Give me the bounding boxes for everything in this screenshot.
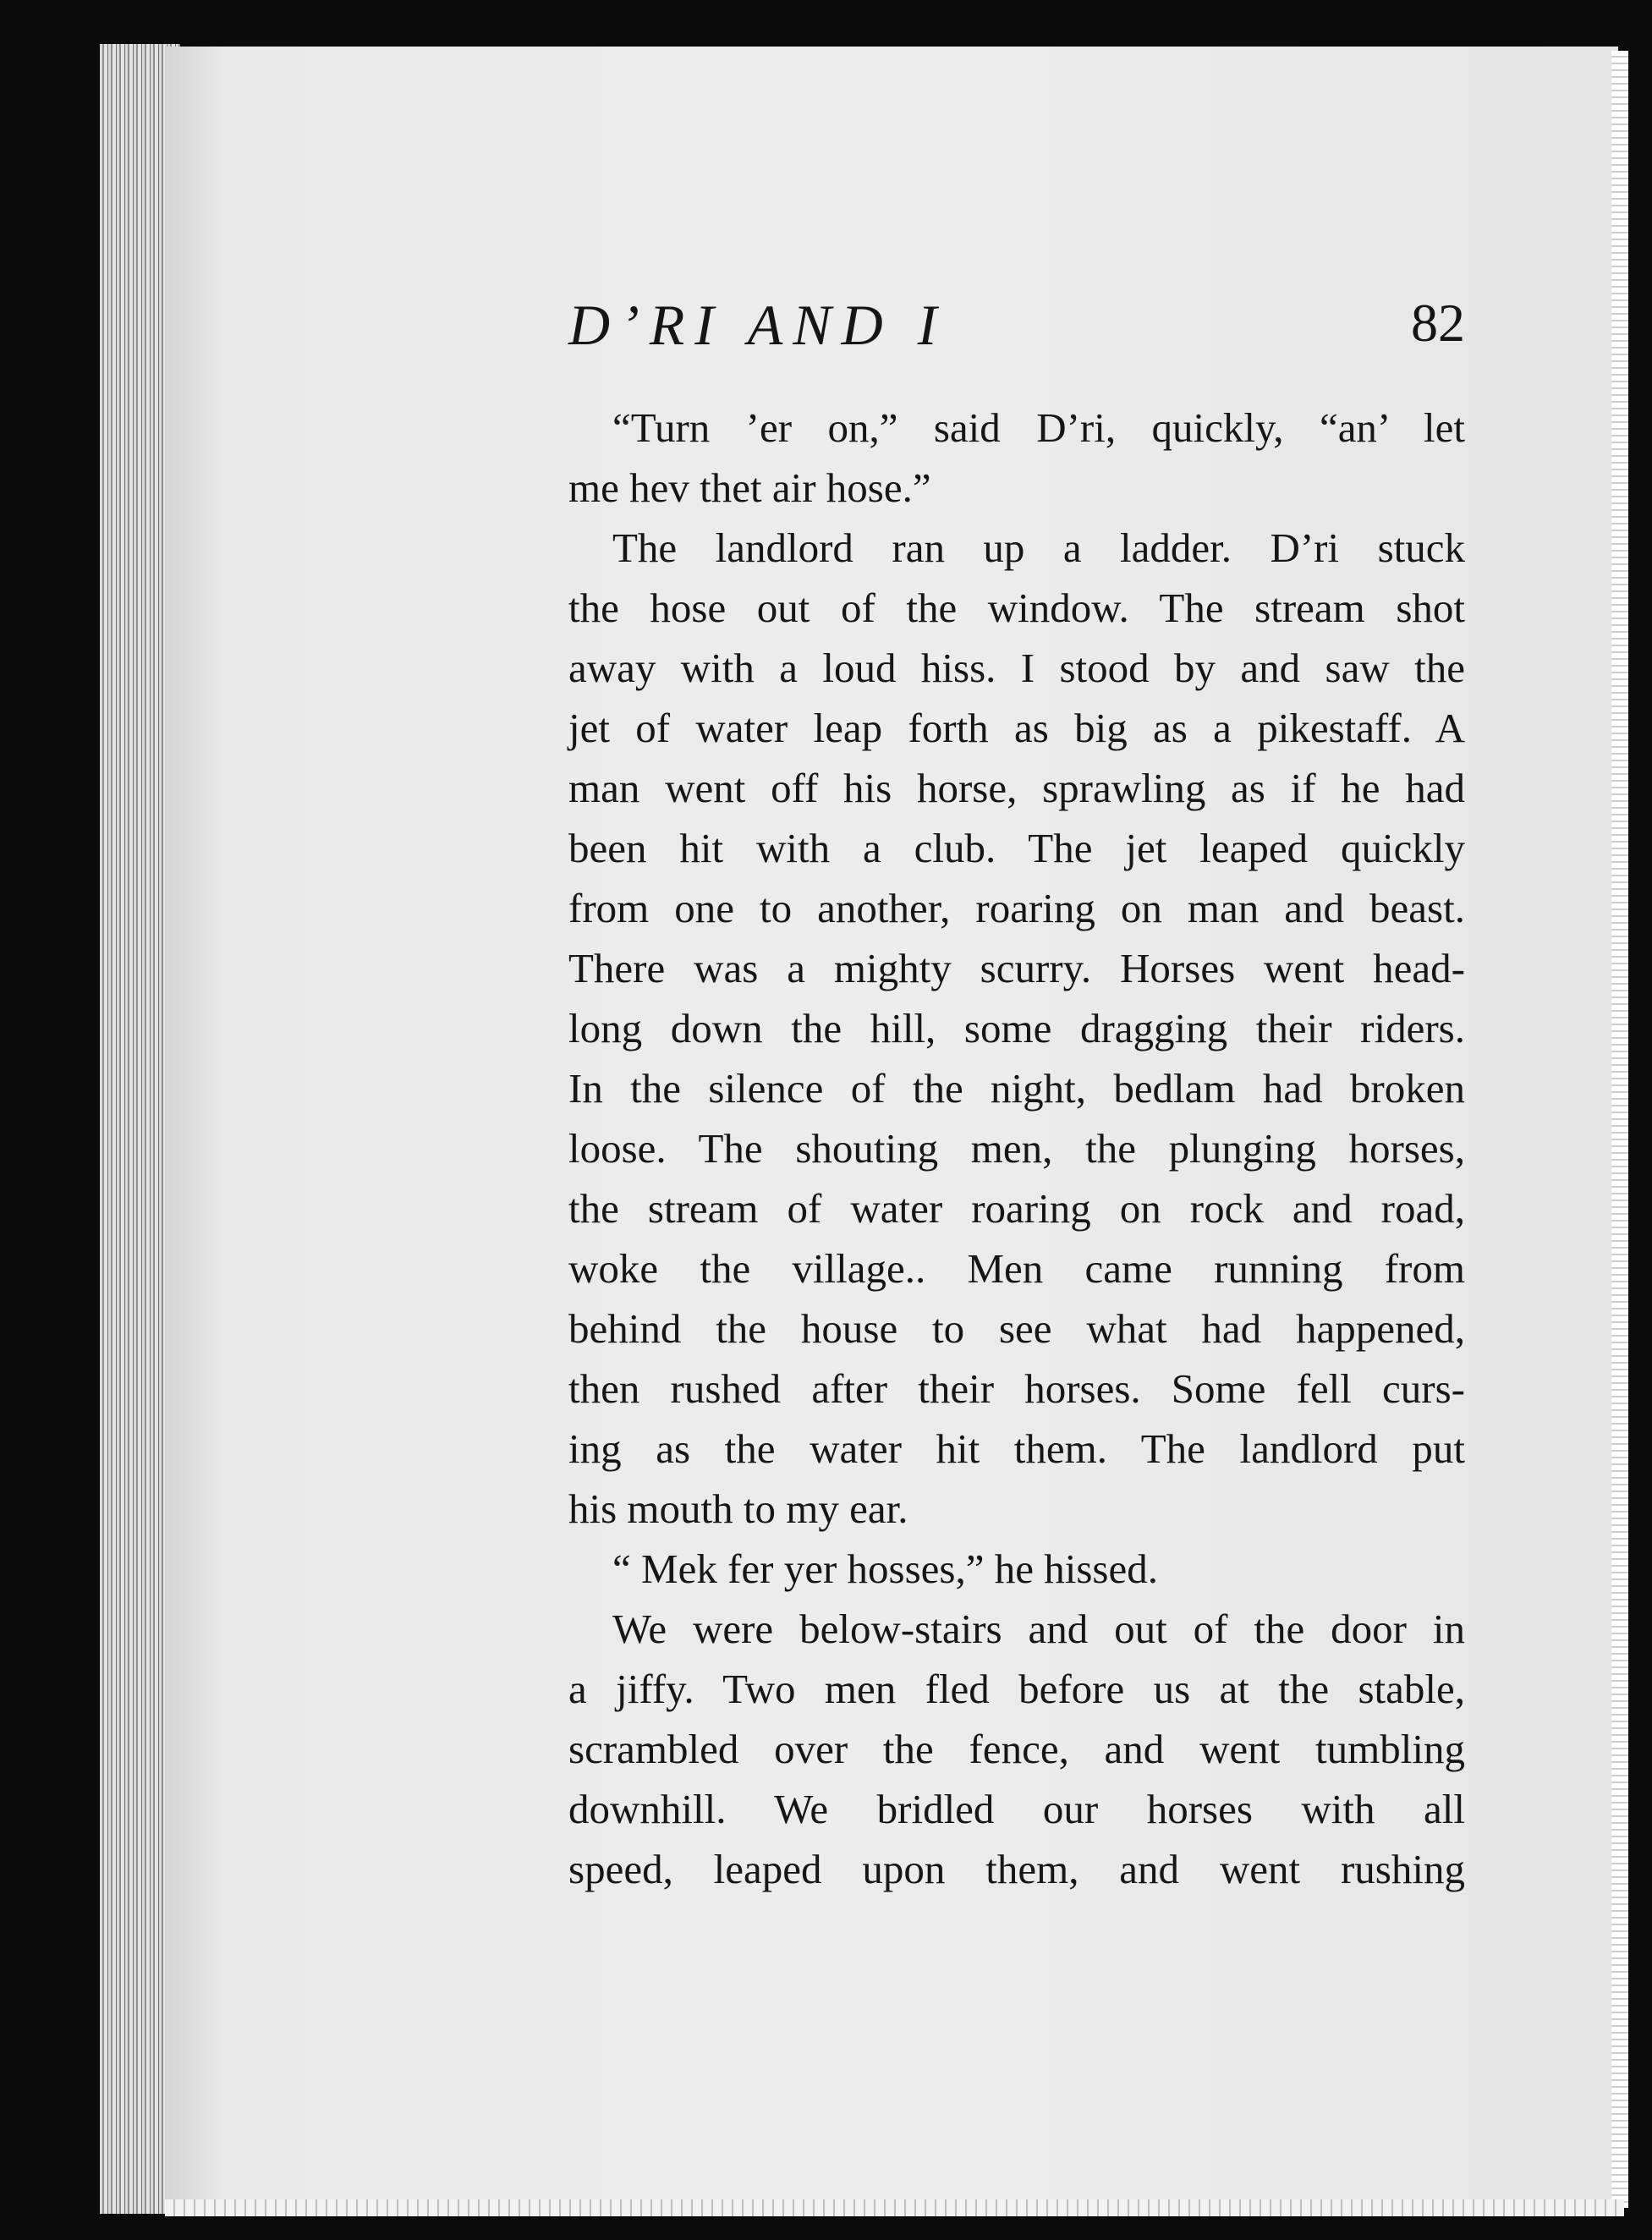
page-header	[568, 292, 1465, 368]
text-line: “Turn ’er on,” said D’ri, quickly, “an’ let	[612, 404, 1465, 451]
text-line: The landlord ran up a ladder. D’ri stuck	[612, 524, 1465, 571]
page-bottom-edge	[165, 2199, 1624, 2216]
text-line: me hev thet air hose.”	[568, 464, 931, 511]
text-line: a jiffy. Two men fled before us at the stable,	[568, 1666, 1465, 1712]
running-title: D’RI AND I	[568, 293, 947, 357]
text-line: been hit with a club. The jet leaped quickly	[568, 825, 1465, 871]
text-line: “ Mek fer yer hosses,” he hissed.	[612, 1545, 1158, 1592]
text-line: long down the hill, some dragging their riders.	[568, 1005, 1465, 1051]
text-line: behind the house to see what had happened,	[568, 1305, 1465, 1352]
text-line: ing as the water hit them. The landlord put	[568, 1425, 1465, 1472]
text-line: his mouth to my ear.	[568, 1485, 908, 1532]
text-line: jet of water leap forth as big as a pikestaff. A	[568, 705, 1465, 751]
text-line: woke the village.. Men came running from	[568, 1245, 1465, 1292]
text-line: In the silence of the night, bedlam had broken	[568, 1065, 1465, 1112]
text-line: away with a loud hiss. I stood by and saw the	[568, 645, 1465, 691]
page-right-edge	[1611, 51, 1628, 2208]
text-line: downhill. We bridled our horses with all	[568, 1786, 1465, 1832]
text-line: We were below-stairs and out of the door in	[612, 1606, 1465, 1652]
body-text	[568, 398, 1465, 1899]
text-line: loose. The shouting men, the plunging horses,	[568, 1125, 1465, 1172]
text-line: speed, leaped upon them, and went rushing	[568, 1846, 1465, 1892]
text-line: man went off his horse, sprawling as if he had	[568, 765, 1465, 811]
page-number: 82	[1411, 293, 1465, 353]
text-line: the hose out of the window. The stream shot	[568, 585, 1465, 631]
text-line: There was a mighty scurry. Horses went head-	[568, 945, 1465, 991]
text-line: from one to another, roaring on man and beast.	[568, 885, 1465, 931]
text-line: the stream of water roaring on rock and road,	[568, 1185, 1465, 1232]
text-line: then rushed after their horses. Some fell curs-	[568, 1365, 1465, 1412]
text-line: scrambled over the fence, and went tumbling	[568, 1726, 1465, 1772]
